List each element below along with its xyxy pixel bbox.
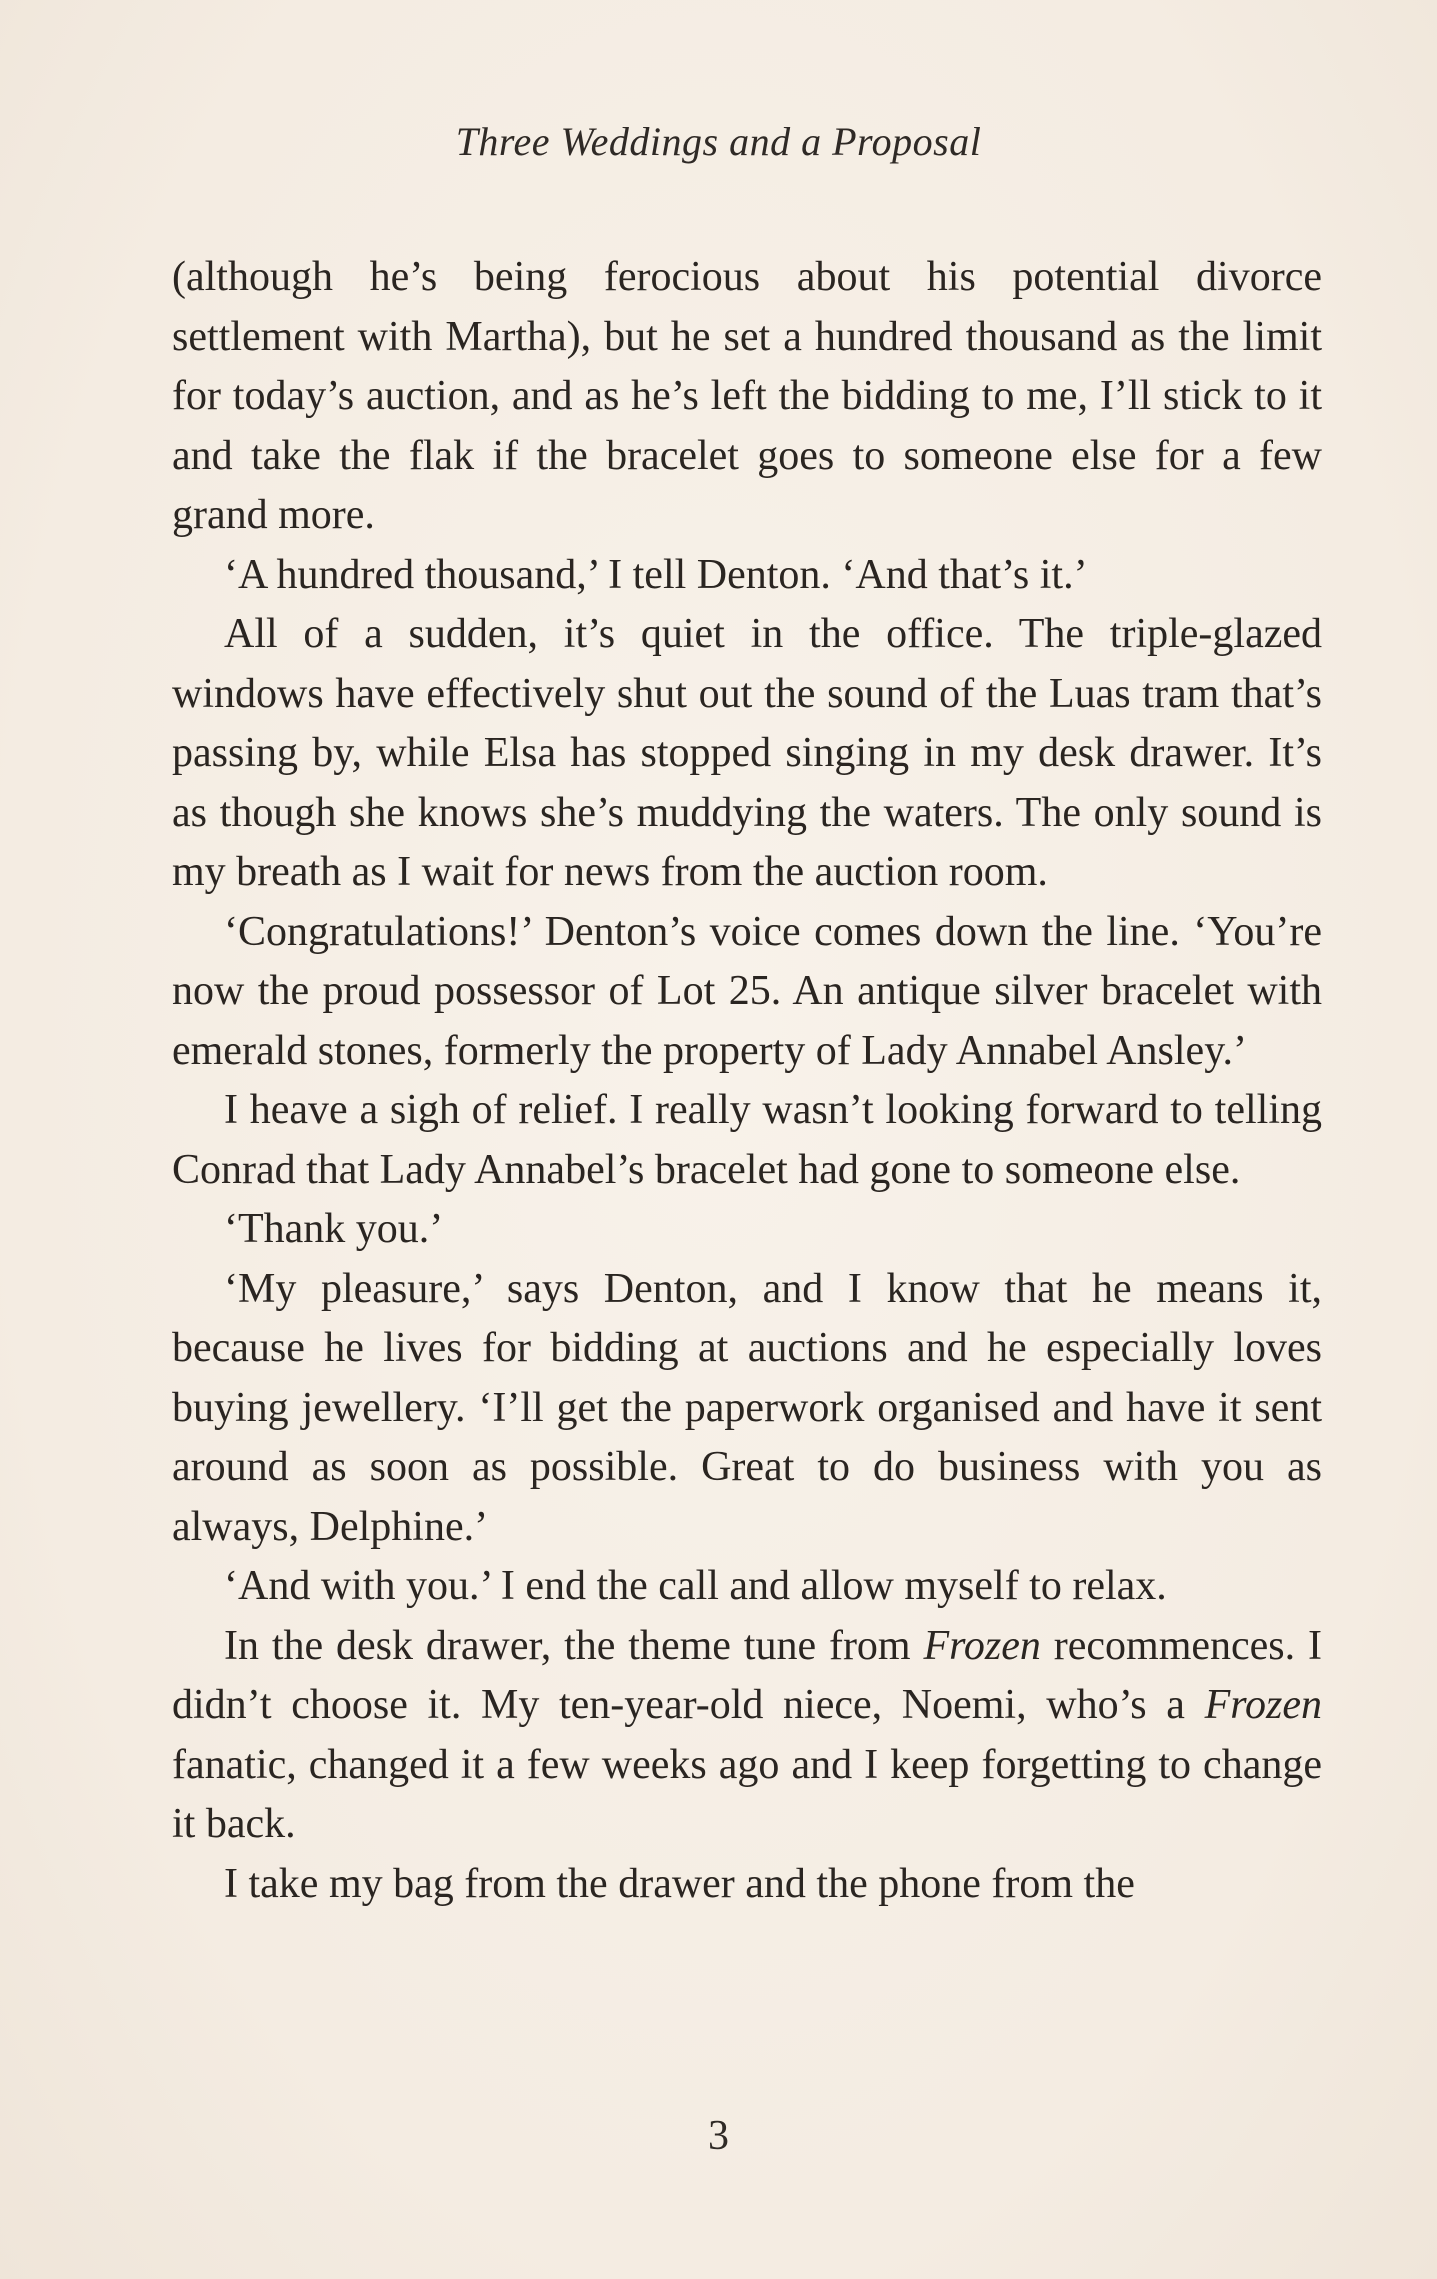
paragraph-9-part-3: fanatic, changed it a few weeks ago and I keep forgetting to change it back. [172, 1741, 1322, 1847]
paragraph-1: (although he’s being ferocious about his potential divorce settlement with Martha), but he set a hundred thousand as the limit for today’s auction, and as he’s left the bidding to me, I’ll stick to it and take the flak if the bracelet goes to someone else for a few grand more. [172, 254, 1322, 538]
running-head: Three Weddings and a Proposal [455, 119, 982, 164]
paragraph-7: ‘My pleasure,’ says Denton, and I know that he means it, because he lives for bidding at auctions and he especially loves buying jewellery. ‘I’ll get the paperwork organised and have it sent around as soon as possible. Great to do business with you as always, Delphine.’ [172, 1265, 1322, 1550]
body-text [172, 248, 1322, 1914]
paragraph-2: ‘A hundred thousand,’ I tell Denton. ‘And that’s it.’ [224, 551, 1088, 598]
paragraph-10: I take my bag from the drawer and the phone from the [224, 1860, 1135, 1907]
paragraph-3: All of a sudden, it’s quiet in the office. The triple-glazed windows have effectively shut out the sound of the Luas tram that’s passing by, while Elsa has stopped singing in my desk drawer. It’s as though she knows she’s muddying the waters. The only sound is my breath as I wait for news from the auction room. [172, 611, 1322, 895]
paragraph-8: ‘And with you.’ I end the call and allow myself to relax. [224, 1563, 1167, 1609]
paragraph-9-part-1: In the desk drawer, the theme tune from [224, 1622, 924, 1669]
book-title-frozen: Frozen [923, 1622, 1041, 1669]
book-title-frozen: Frozen [1204, 1682, 1322, 1728]
paragraph-4: ‘Congratulations!’ Denton’s voice comes down the line. ‘You’re now the proud possessor of Lot 25. An antique silver bracelet with emerald stones, formerly the property of Lady Annabel Ansley.’ [172, 908, 1322, 1074]
paragraph-9-part-2: recommences. I didn’t choose it. My ten-year-old niece, Noemi, who’s a [172, 1622, 1322, 1728]
page-number: 3 [708, 2113, 729, 2159]
paragraph-6: ‘Thank you.’ [224, 1206, 444, 1252]
paragraph-9 [172, 1617, 1322, 1855]
paragraph-5: I heave a sigh of relief. I really wasn’t looking forward to telling Conrad that Lady Annabel’s bracelet had gone to someone else. [172, 1087, 1322, 1193]
